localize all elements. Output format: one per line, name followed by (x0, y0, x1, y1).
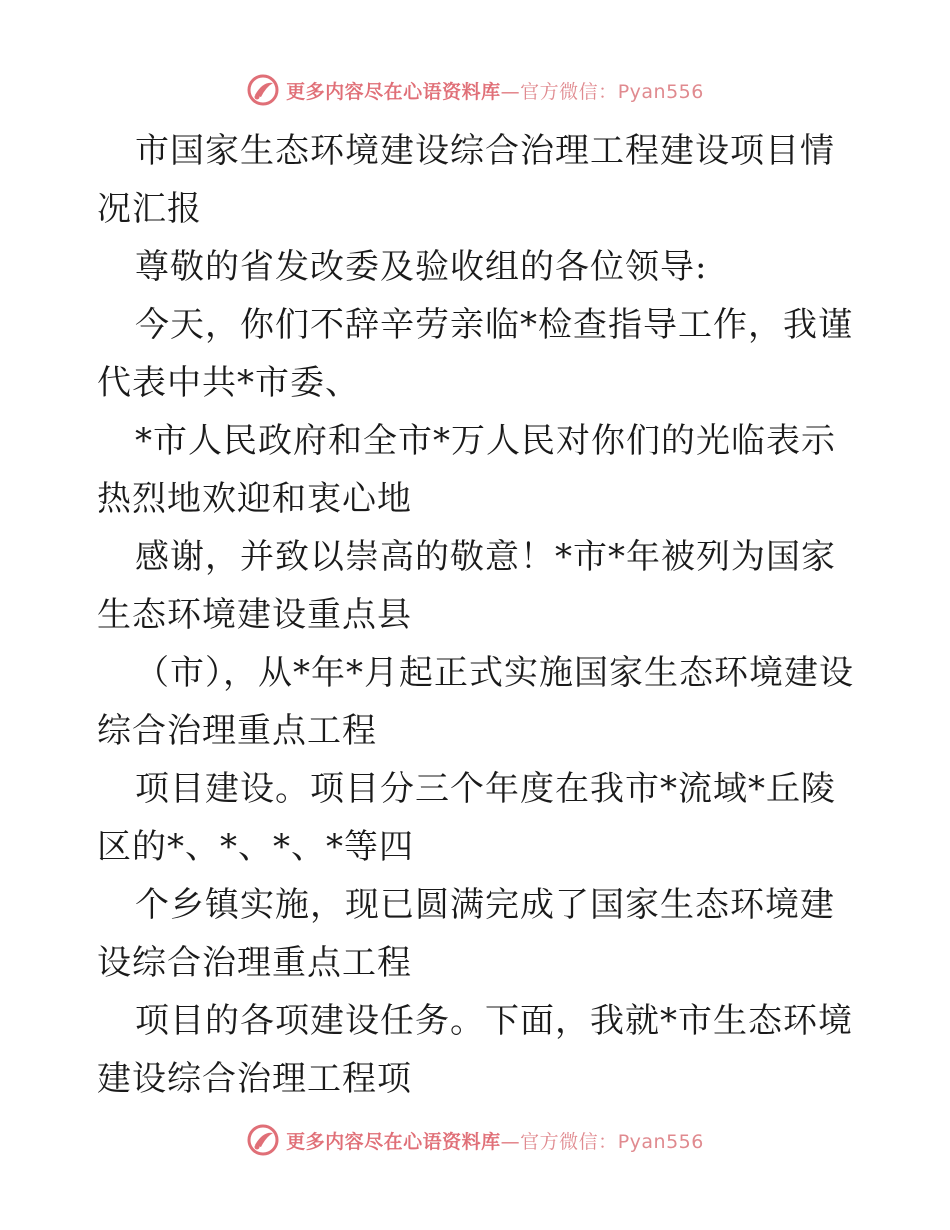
watermark-handle: Pyan556 (617, 1130, 704, 1153)
brush-logo-icon (246, 1123, 280, 1157)
body-paragraph: （市），从*年*月起正式实施国家生态环境建设综合治理重点工程 (97, 653, 854, 751)
watermark-sub-text: 官方微信： (520, 1130, 618, 1153)
watermark-sub-text: 官方微信： (520, 80, 618, 103)
salutation: 尊敬的省发改委及验收组的各位领导: (135, 247, 708, 287)
watermark-dash: — (500, 80, 521, 103)
body-paragraph: *市人民政府和全市*万人民对你们的光临表示热烈地欢迎和衷心地 (97, 421, 836, 519)
body-paragraph: 个乡镇实施，现已圆满完成了国家生态环境建设综合治理重点工程 (97, 885, 835, 983)
watermark-main-text: 更多内容尽在心语资料库 (286, 1130, 501, 1153)
watermark-handle: Pyan556 (617, 80, 704, 103)
watermark-text (286, 1127, 704, 1154)
body-paragraph: 项目的各项建设任务。下面，我就*市生态环境建设综合治理工程项 (97, 1001, 853, 1099)
body-paragraph: 今天，你们不辞辛劳亲临*检查指导工作，我谨代表中共*市委、 (97, 305, 853, 403)
watermark-dash: — (500, 1130, 521, 1153)
document-title: 市国家生态环境建设综合治理工程建设项目情况汇报 (97, 131, 835, 229)
watermark-header (0, 70, 950, 110)
brush-logo-icon (246, 73, 280, 107)
body-paragraph: 感谢，并致以崇高的敬意！*市*年被列为国家生态环境建设重点县 (97, 537, 836, 635)
watermark-text (286, 77, 704, 104)
document-body (97, 122, 857, 1108)
watermark-main-text: 更多内容尽在心语资料库 (286, 80, 501, 103)
watermark-footer (0, 1120, 950, 1160)
body-paragraph: 项目建设。项目分三个年度在我市*流域*丘陵区的*、*、*、*等四 (97, 769, 836, 867)
